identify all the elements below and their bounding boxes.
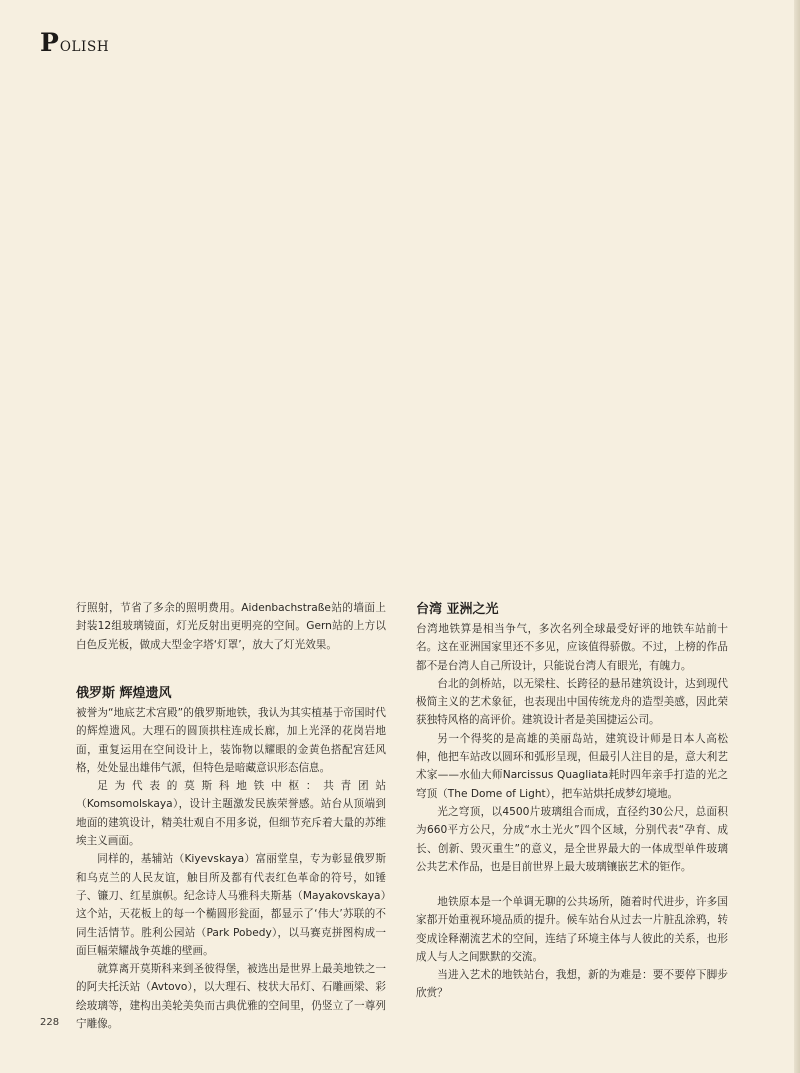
russia-paragraph: 被誉为“地底艺术宫殿”的俄罗斯地铁，我认为其实植基于帝国时代的辉煌遗风。大理石的圆顶拱柱连成长廊，加上光泽的花岗岩地面，重复运用在空间设计上，装饰物以耀眼的金黄色搭配宫廷风格，处处显出雄伟气派，但特色是暗藏意识形态信息。 [76,707,386,774]
logo-initial: P [40,28,59,57]
taiwan-paragraph: 光之穹顶，以4500片玻璃组合而成，直径约30公尺，总面积为660平方公尺，分成“水土光火”四个区域，分别代表“孕育、成长、创新、毁灭重生”的意义，是全世界最大的一体成型单件玻璃公共艺术作品，也是目前世界上最大玻璃镶嵌艺术的钜作。 [416,805,728,873]
page-number: 228 [40,1017,60,1028]
closing-paragraph: 地铁原本是一个单调无聊的公共场所，随着时代进步，许多国家都开始重视环境品质的提升。候车站台从过去一片脏乱涂鸦，转变成诠释潮流艺术的空间，连结了环境主体与人彼此的关系，也形成人与人之间默默的交流。 [416,896,728,963]
magazine-logo [40,28,110,57]
russia-paragraph: 同样的，基辅站（Kiyevskaya）富丽堂皇，专为彰显俄罗斯和乌克兰的人民友谊，触目所及都有代表红色革命的符号，如锤子、镰刀、红星旗帜。纪念诗人马雅科夫斯基（Mayakovskaya）这个站，天花板上的每一个椭圆形瓮面，都显示了‘伟大’苏联的不同生活情节。胜利公园站（Park Pobedy），以马赛克拼图构成一面巨幅荣耀战争英雄的壁画。 [76,853,386,957]
russia-paragraph: 就算离开莫斯科来到圣彼得堡，被选出是世界上最美地铁之一的阿夫托沃站（Avtovo），以大理石、枝状大吊灯、石雕画梁、彩绘玻璃等，建构出美轮美奂而古典优雅的空间里，仍竖立了一尊列宁雕像。 [76,963,386,1031]
russia-paragraph: 足为代表的莫斯科地铁中枢：共青团站（Komsomolskaya），设计主题激发民族荣誉感。站台从顶端到地面的建筑设计，精美壮观自不用多说，但细节充斥着大量的苏维埃主义画面。 [76,780,386,848]
page-edge [794,0,800,1073]
russia-section [76,685,386,1033]
taiwan-paragraph: 台北的剑桥站，以无梁柱、长跨径的悬吊建筑设计，达到现代极简主义的艺术象征，也表现出中国传统龙舟的造型美感，因此荣获独特风格的高评价。建筑设计者是美国捷运公司。 [416,677,728,727]
left-column-intro [76,599,386,654]
taiwan-section [416,601,728,876]
closing-paragraph: 当进入艺术的地铁站台，我想，新的为难是：要不要停下脚步欣赏？ [416,969,728,1000]
intro-paragraph: 行照射，节省了多余的照明费用。Aidenbachstraße站的墙面上封装12组玻璃镜面，灯光反射出更明亮的空间。Gern站的上方以白色反光板，做成大型金字塔‘灯罩’，放大了灯光效果。 [76,602,386,651]
taiwan-section-title: 台湾 亚洲之光 [416,602,499,617]
russia-section-title: 俄罗斯 辉煌遗风 [76,686,172,701]
taiwan-paragraph: 台湾地铁算是相当争气，多次名列全球最受好评的地铁车站前十名。这在亚洲国家里还不多见，应该值得骄傲。不过，上榜的作品都不是台湾人自己所设计，只能说台湾人有眼光，有魄力。 [416,623,728,672]
closing-section [416,893,728,1003]
taiwan-paragraph: 另一个得奖的是高雄的美丽岛站，建筑设计师是日本人高松伸，他把车站改以圆环和弧形呈现，但最引人注目的是，意大利艺术家——水仙大师Narcissus Quagliata耗时四年亲手打造的光之穹顶（The Dome of Light），把车站烘托成梦幻境地。 [416,732,728,800]
logo-text: OLISH [59,39,110,55]
